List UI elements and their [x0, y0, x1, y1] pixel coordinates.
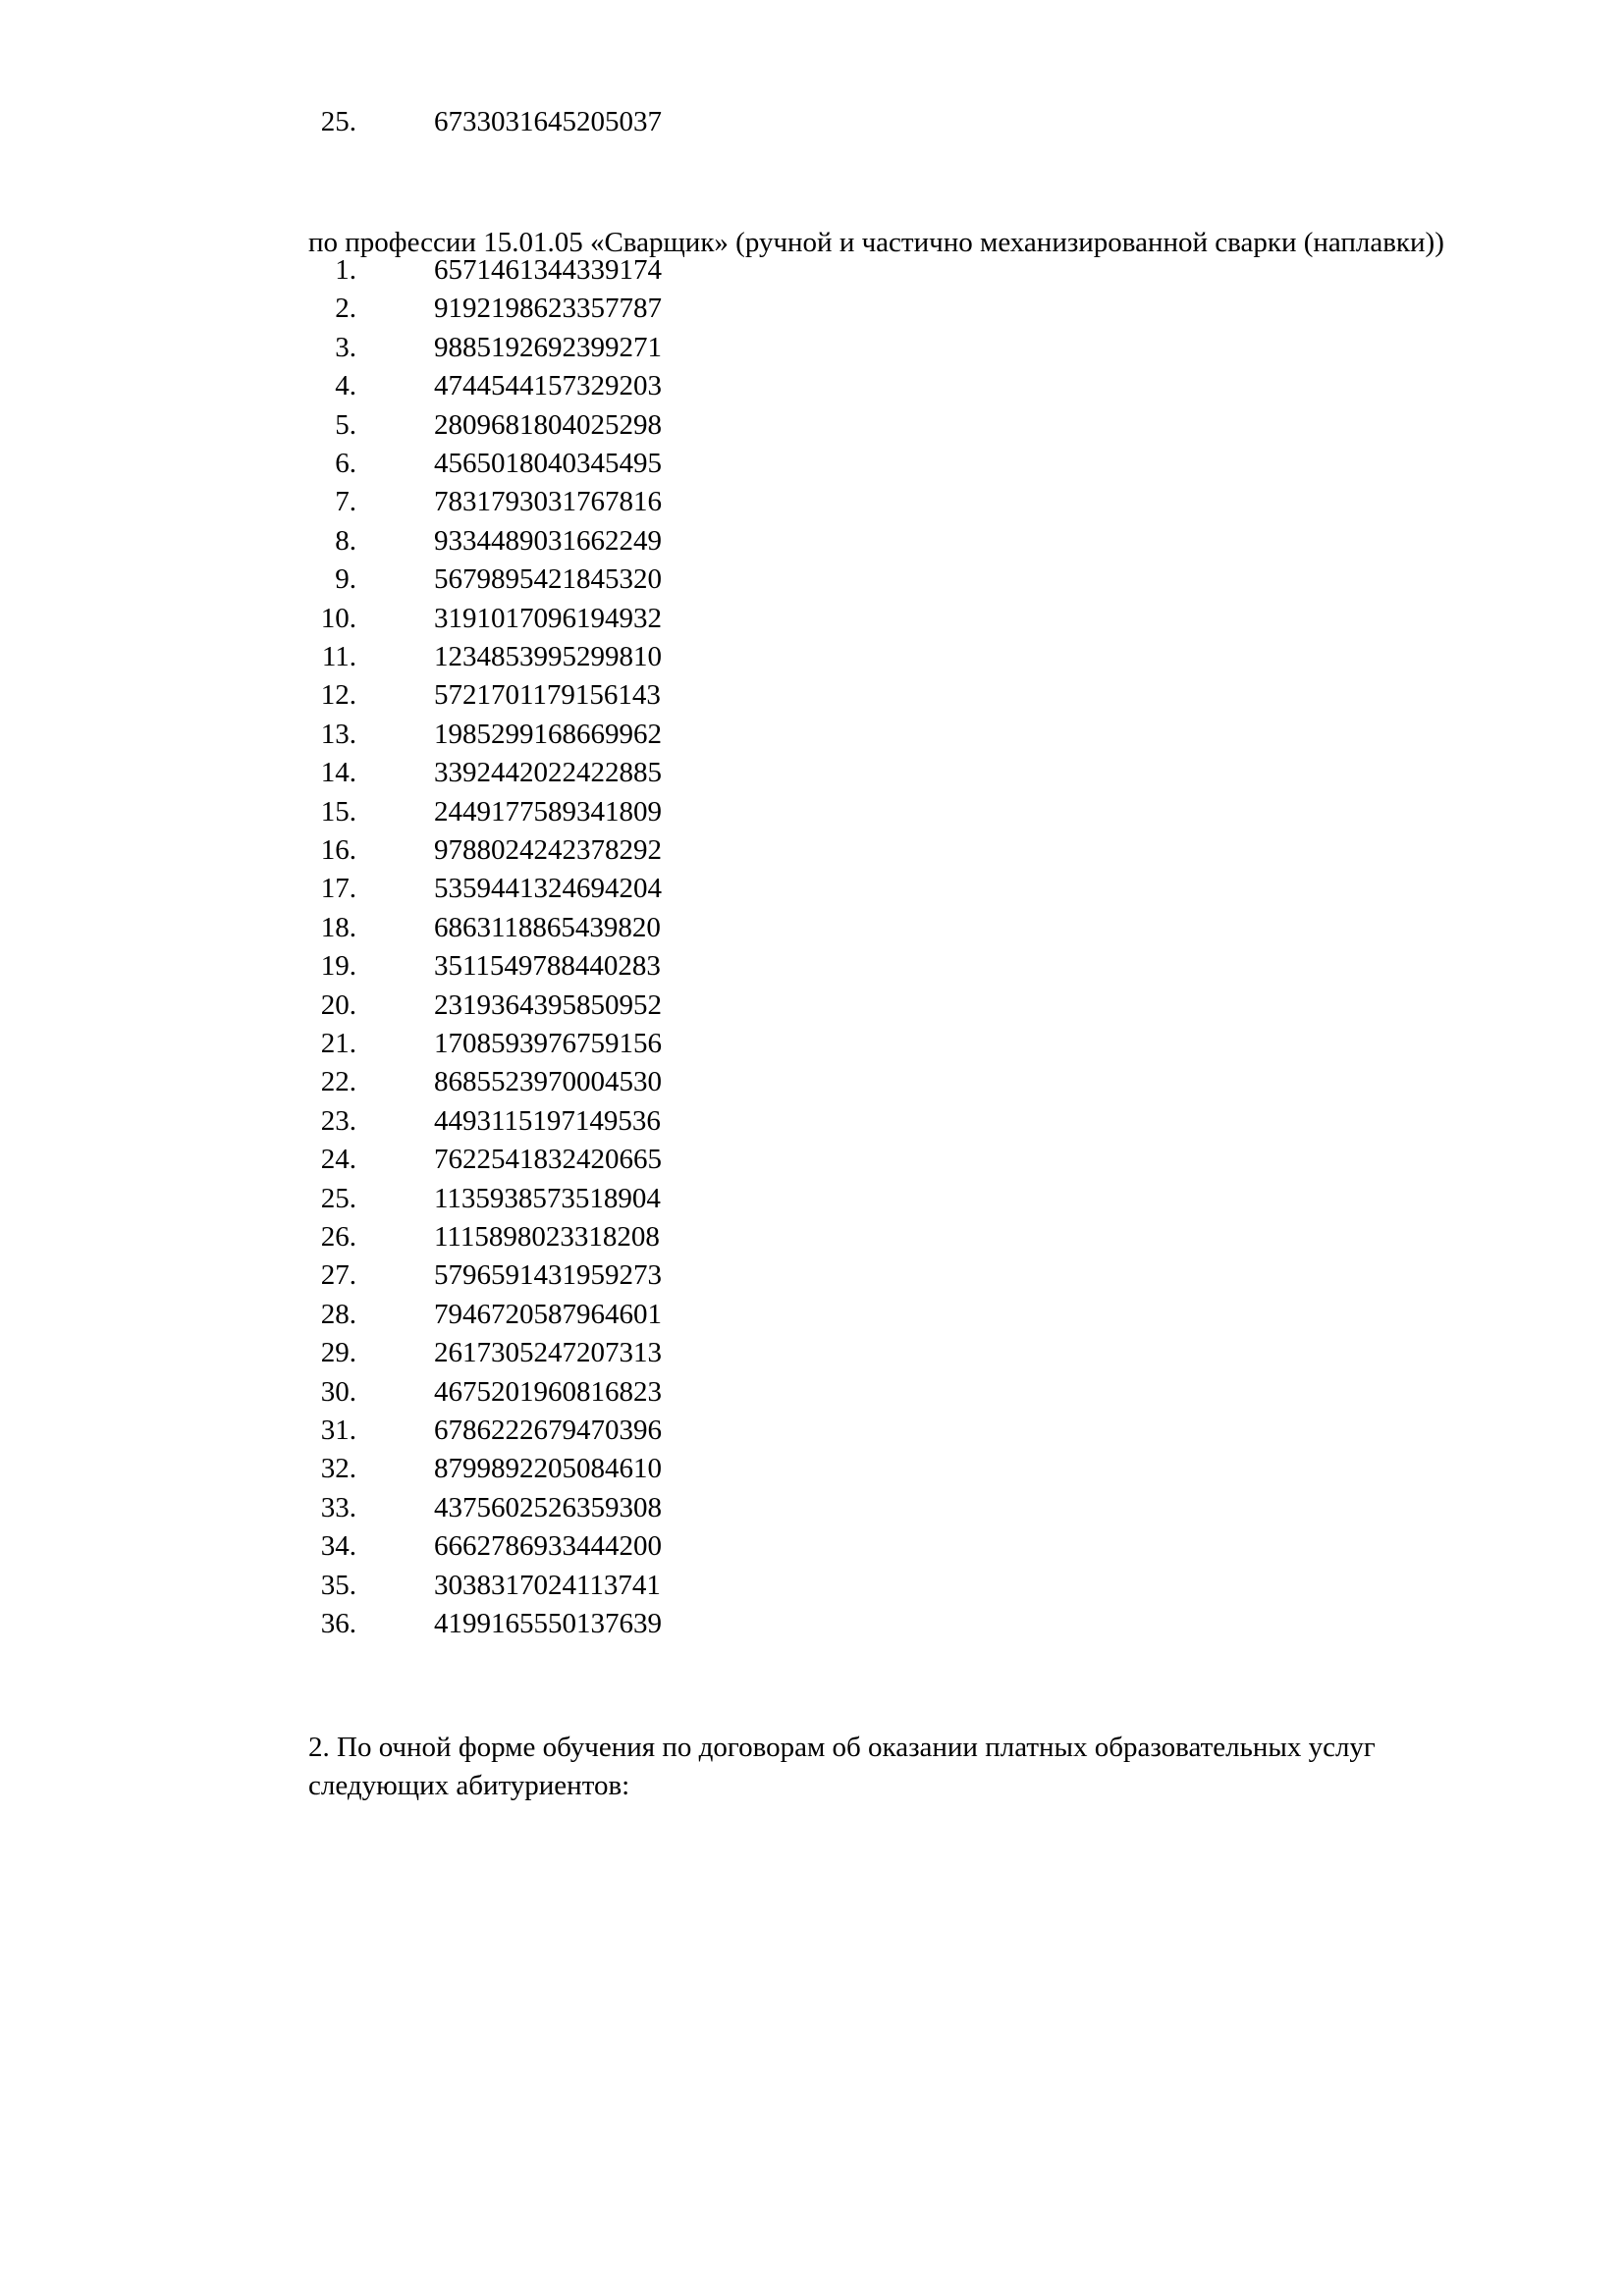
list-item-number: 26. [320, 1221, 356, 1253]
list-item-code: 5359441324694204 [434, 873, 662, 905]
list-item-number: 13. [320, 718, 356, 750]
list-item-code: 2617305247207313 [434, 1337, 662, 1369]
list-item-code: 4565018040345495 [434, 448, 662, 479]
list-item-code: 1135938573518904 [434, 1182, 661, 1214]
list-item-code: 2319364395850952 [434, 988, 662, 1021]
list-item-number: 32. [320, 1453, 356, 1485]
list-item-code: 6863118865439820 [434, 911, 661, 943]
list-item-code: 5721701179156143 [434, 679, 661, 712]
list-item-number: 20. [320, 988, 356, 1021]
list-item-code: 3392442022422885 [434, 757, 662, 789]
list-item-number: 35. [320, 1569, 356, 1601]
list-item-code: 7831793031767816 [434, 486, 662, 518]
list-item-number: 9. [335, 563, 356, 596]
list-item-number: 15. [320, 795, 356, 828]
list-item-code: 8685523970004530 [434, 1066, 662, 1098]
list-item-code: 6662786933444200 [434, 1530, 662, 1563]
list-item-number: 36. [320, 1608, 356, 1639]
list-item-number: 2. [335, 293, 356, 325]
list-item-number: 12. [320, 679, 356, 712]
list-item-code: 7946720587964601 [434, 1298, 662, 1330]
list-item-code: 9885192692399271 [434, 331, 662, 363]
list-item-number: 31. [320, 1415, 356, 1446]
list-item-number: 14. [320, 757, 356, 789]
list-item-code: 6786222679470396 [434, 1415, 662, 1446]
list-item-number: 30. [320, 1375, 356, 1408]
list-item-code: 3038317024113741 [434, 1569, 661, 1601]
list-item-number: 1. [335, 254, 356, 286]
list-item-number: 23. [320, 1104, 356, 1137]
list-item-code: 4199165550137639 [434, 1608, 662, 1639]
list-item-number: 6. [335, 448, 356, 479]
list-item-number: 10. [320, 602, 356, 634]
list-item-number: 24. [320, 1144, 356, 1176]
list-item-code: 2449177589341809 [434, 795, 662, 828]
entry-code: 6733031645205037 [434, 106, 662, 137]
list-item-code: 1708593976759156 [434, 1028, 662, 1059]
section-paragraph [308, 1729, 1487, 1805]
list-item-code: 1115898023318208 [434, 1221, 660, 1253]
list-item-code: 3191017096194932 [434, 602, 662, 634]
list-item-code: 4493115197149536 [434, 1104, 661, 1137]
list-item-code: 6571461344339174 [434, 254, 662, 286]
list-item-number: 19. [320, 950, 356, 983]
list-item-code: 4375602526359308 [434, 1491, 662, 1523]
list-item-code: 5796591431959273 [434, 1259, 662, 1292]
list-item-code: 3511549788440283 [434, 950, 661, 983]
list-item-code: 9334489031662249 [434, 524, 662, 557]
list-item-number: 17. [320, 873, 356, 905]
list-item-number: 28. [320, 1298, 356, 1330]
list-item-number: 3. [335, 331, 356, 363]
list-item-number: 33. [320, 1491, 356, 1523]
list-item-number: 5. [335, 408, 356, 441]
list-item-code: 5679895421845320 [434, 563, 662, 596]
list-item-code: 8799892205084610 [434, 1453, 662, 1485]
list-item-code: 4675201960816823 [434, 1375, 662, 1408]
list-item-number: 25. [320, 1182, 356, 1214]
entry-number: 25. [320, 106, 356, 137]
list-item-number: 7. [335, 486, 356, 518]
list-item-number: 8. [335, 524, 356, 557]
list-item-number: 18. [320, 911, 356, 943]
list-item-code: 9192198623357787 [434, 293, 662, 325]
profession-heading: по профессии 15.01.05 «Сварщик» (ручной и частично механизированной сварки (наплавки)) [308, 227, 1444, 258]
list-item-number: 22. [320, 1066, 356, 1098]
list-item-number: 4. [335, 370, 356, 402]
list-item-code: 2809681804025298 [434, 408, 662, 441]
list-item-code: 9788024242378292 [434, 834, 662, 866]
list-item-code: 1234853995299810 [434, 641, 662, 672]
list-item-number: 11. [321, 641, 356, 672]
list-item-number: 27. [320, 1259, 356, 1292]
list-item-number: 21. [320, 1028, 356, 1059]
list-item-number: 29. [320, 1337, 356, 1369]
list-item-number: 16. [320, 834, 356, 866]
list-item-number: 34. [320, 1530, 356, 1563]
list-item-code: 7622541832420665 [434, 1144, 662, 1176]
list-item-code: 1985299168669962 [434, 718, 662, 750]
list-item-code: 4744544157329203 [434, 370, 662, 402]
section-paragraph-line: 2. По очной форме обучения по договорам об оказании платных образовательных услуг [308, 1732, 1376, 1763]
section-paragraph-line: следующих абитуриентов: [308, 1770, 630, 1801]
